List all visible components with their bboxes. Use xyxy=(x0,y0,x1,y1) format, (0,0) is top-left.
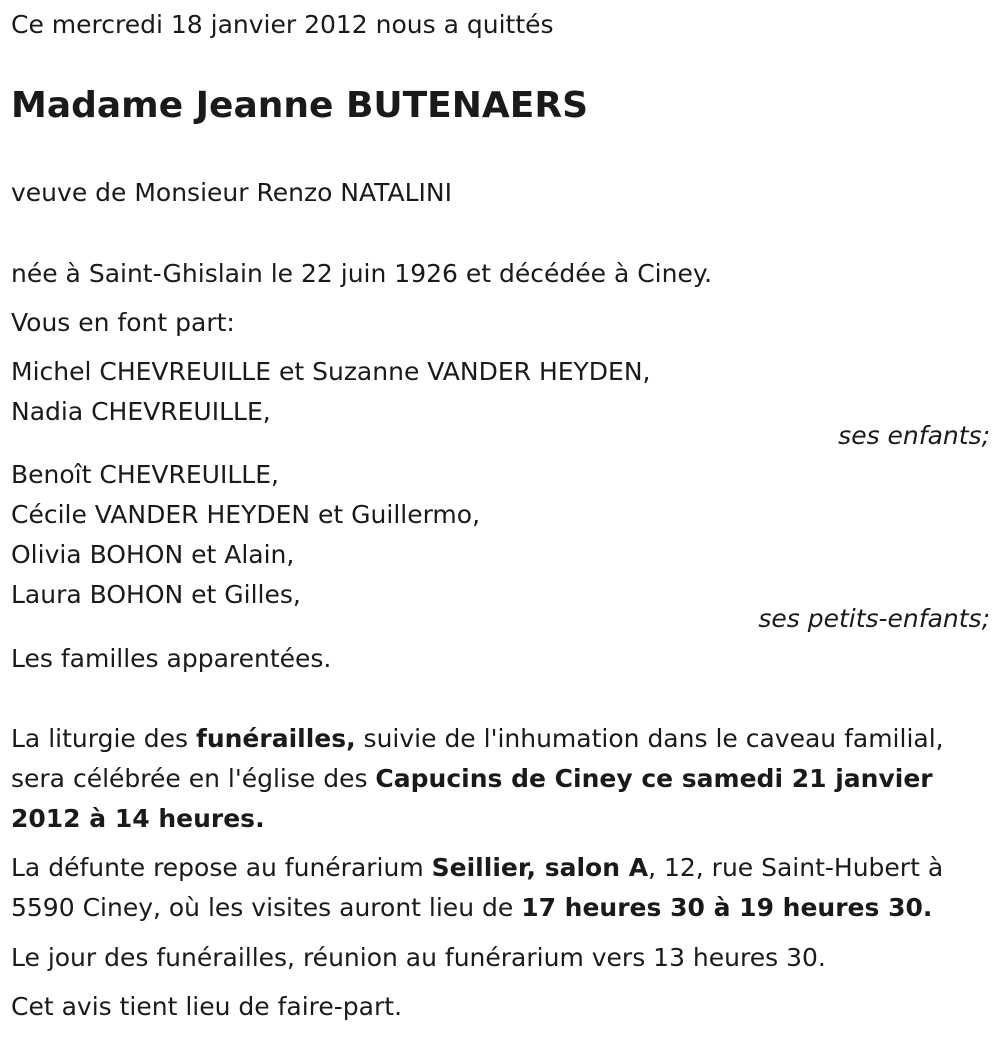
liturgy-line xyxy=(11,799,265,839)
grandchild-entry: Benoît CHEVREUILLE, xyxy=(11,460,279,489)
liturgy-bold: funérailles, xyxy=(195,724,356,753)
liturgy-bold: Capucins de Ciney ce samedi 21 janvier xyxy=(375,764,933,793)
repose-bold: Seillier, salon A xyxy=(431,853,649,882)
deceased-name: Madame Jeanne BUTENAERS xyxy=(11,85,589,126)
repose-text: 5590 Ciney, où les visites auront lieu de xyxy=(11,893,522,922)
grandchild-entry: Olivia BOHON et Alain, xyxy=(11,540,295,569)
notice-text: Cet avis tient lieu de faire-part. xyxy=(11,992,403,1021)
repose-text: La défunte repose au funérarium xyxy=(11,853,432,882)
child-entry: Nadia CHEVREUILLE, xyxy=(11,397,271,426)
liturgy-text: La liturgie des xyxy=(11,724,196,753)
liturgy-line xyxy=(11,719,944,759)
birth-death-text: née à Saint-Ghislain le 22 juin 1926 et décédée à Ciney. xyxy=(11,259,713,288)
liturgy-text: sera célébrée en l'église des xyxy=(11,764,376,793)
announce-text: Vous en font part: xyxy=(11,308,235,337)
widow-text: veuve de Monsieur Renzo NATALINI xyxy=(11,178,452,207)
liturgy-bold: 2012 à 14 heures. xyxy=(11,804,265,833)
repose-line xyxy=(11,848,943,888)
liturgy-text: suivie de l'inhumation dans le caveau familial, xyxy=(355,724,944,753)
intro-text: Ce mercredi 18 janvier 2012 nous a quittés xyxy=(11,10,554,39)
repose-text: , 12, rue Saint-Hubert à xyxy=(648,853,944,882)
liturgy-line xyxy=(11,759,933,799)
grandchildren-role-label: ses petits-enfants; xyxy=(758,604,990,633)
meeting-text: Le jour des funérailles, réunion au funérarium vers 13 heures 30. xyxy=(11,943,826,972)
repose-bold: 17 heures 30 à 19 heures 30. xyxy=(521,893,933,922)
families-text: Les familles apparentées. xyxy=(11,644,332,673)
repose-line xyxy=(11,888,932,928)
grandchild-entry: Cécile VANDER HEYDEN et Guillermo, xyxy=(11,500,481,529)
grandchild-entry: Laura BOHON et Gilles, xyxy=(11,580,301,609)
children-role-label: ses enfants; xyxy=(838,421,990,450)
child-entry: Michel CHEVREUILLE et Suzanne VANDER HEYDEN, xyxy=(11,357,651,386)
